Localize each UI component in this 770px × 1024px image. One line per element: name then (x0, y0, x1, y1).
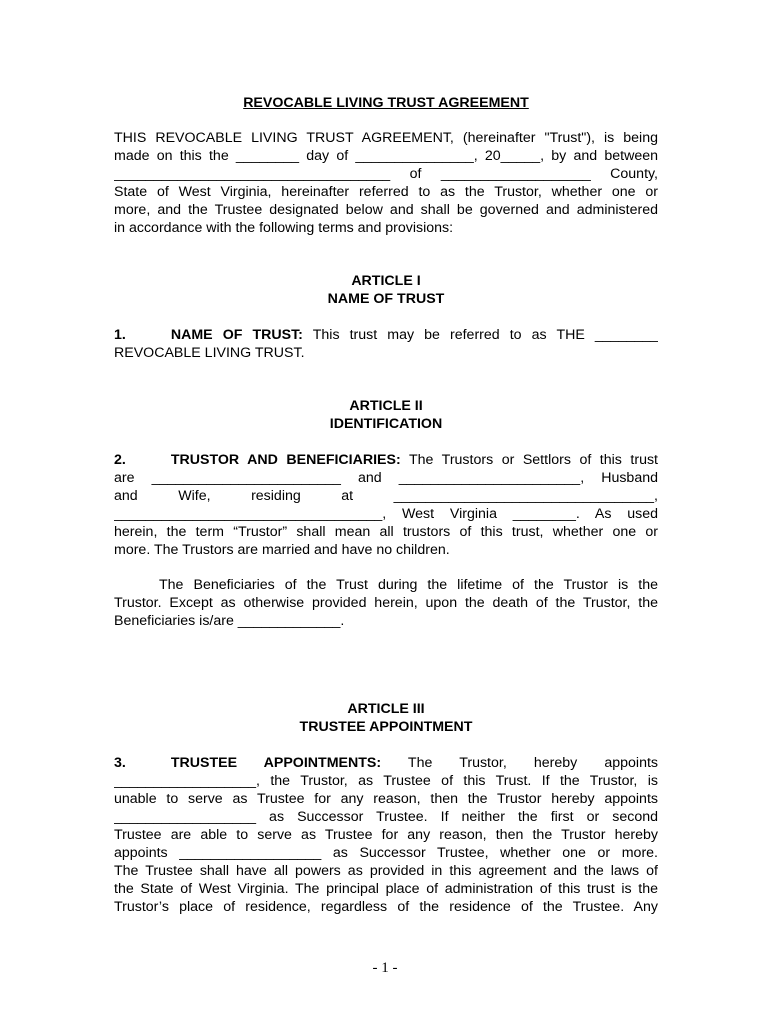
article-2-line-5: herein, the term “Trustor” shall mean all trustors of this trust, whether one or (114, 524, 658, 540)
page-number: - 1 - (372, 960, 398, 976)
article-2-subheading: IDENTIFICATION (329, 416, 443, 432)
document-title: REVOCABLE LIVING TRUST AGREEMENT (243, 95, 529, 111)
section-number: 2. (114, 452, 126, 468)
intro-line-3: ___________________________________ of ___________________ County, (114, 166, 658, 182)
article-2-line-6: more. The Trustors are married and have no children. (114, 542, 450, 558)
article-3-line-6: appoints __________________ as Successor Trustee, whether one or more. (114, 845, 658, 861)
article-2-heading: ARTICLE II (349, 398, 423, 414)
beneficiaries-line-3: Beneficiaries is/are _____________. (114, 613, 345, 629)
article-2-line-3: and Wife, residing at _________________________________, (114, 488, 658, 504)
article-1-heading: ARTICLE I (351, 273, 421, 289)
article-3-heading: ARTICLE III (347, 701, 425, 717)
article-3-line-2: __________________, the Trustor, as Trustee of this Trust. If the Trustor, is (114, 773, 658, 789)
intro-line-5: more, and the Trustee designated below and shall be governed and administered (114, 202, 658, 218)
intro-line-6: in accordance with the following terms and provisions: (114, 220, 454, 236)
section-number: 3. (114, 755, 126, 771)
article-3-line-4: __________________ as Successor Trustee. If neither the first or second (114, 809, 658, 825)
section-label: TRUSTEE APPOINTMENTS: (170, 755, 382, 771)
article-1-subheading: NAME OF TRUST (327, 291, 445, 307)
article-3-line-8: the State of West Virginia. The principal place of administration of this trust is the (114, 881, 658, 897)
article-3-line-1 (114, 754, 658, 772)
article-2-line-4: __________________________________, West Virginia ________. As used (114, 506, 658, 522)
section-number: 1. (114, 327, 126, 343)
section-label: NAME OF TRUST: (170, 327, 303, 343)
article-2-line-2: are ________________________ and _______________________, Husband (114, 470, 658, 486)
section-text: This trust may be referred to as THE ________ (312, 327, 658, 343)
article-3-line-3: unable to serve as Trustee for any reason, then the Trustor hereby appoints (114, 791, 658, 807)
beneficiaries-line-1 (114, 576, 658, 594)
article-1-line-1 (114, 326, 658, 344)
intro-line-1: THIS REVOCABLE LIVING TRUST AGREEMENT, (hereinafter "Trust"), is being (114, 130, 658, 146)
article-2-line-1 (114, 451, 658, 469)
section-text: The Trustors or Settlors of this trust (408, 452, 658, 468)
beneficiaries-text: The Beneficiaries of the Trust during the lifetime of the Trustor is the (159, 577, 658, 593)
intro-line-4: State of West Virginia, hereinafter referred to as the Trustor, whether one or (114, 184, 658, 200)
article-3-line-9: Trustor’s place of residence, regardless of the residence of the Trustee. Any (114, 899, 658, 915)
intro-line-2: made on this the ________ day of _______________, 20_____, by and between (114, 148, 658, 164)
article-3-subheading: TRUSTEE APPOINTMENT (299, 719, 473, 735)
article-3-line-7: The Trustee shall have all powers as provided in this agreement and the laws of (114, 863, 658, 879)
section-label: TRUSTOR AND BENEFICIARIES: (170, 452, 401, 468)
article-1-line-2: REVOCABLE LIVING TRUST. (114, 345, 305, 361)
article-3-line-5: Trustee are able to serve as Trustee for any reason, then the Trustor hereby (114, 827, 658, 843)
section-text: The Trustor, hereby appoints (407, 755, 658, 771)
beneficiaries-line-2: Trustor. Except as otherwise provided herein, upon the death of the Trustor, the (114, 595, 658, 611)
